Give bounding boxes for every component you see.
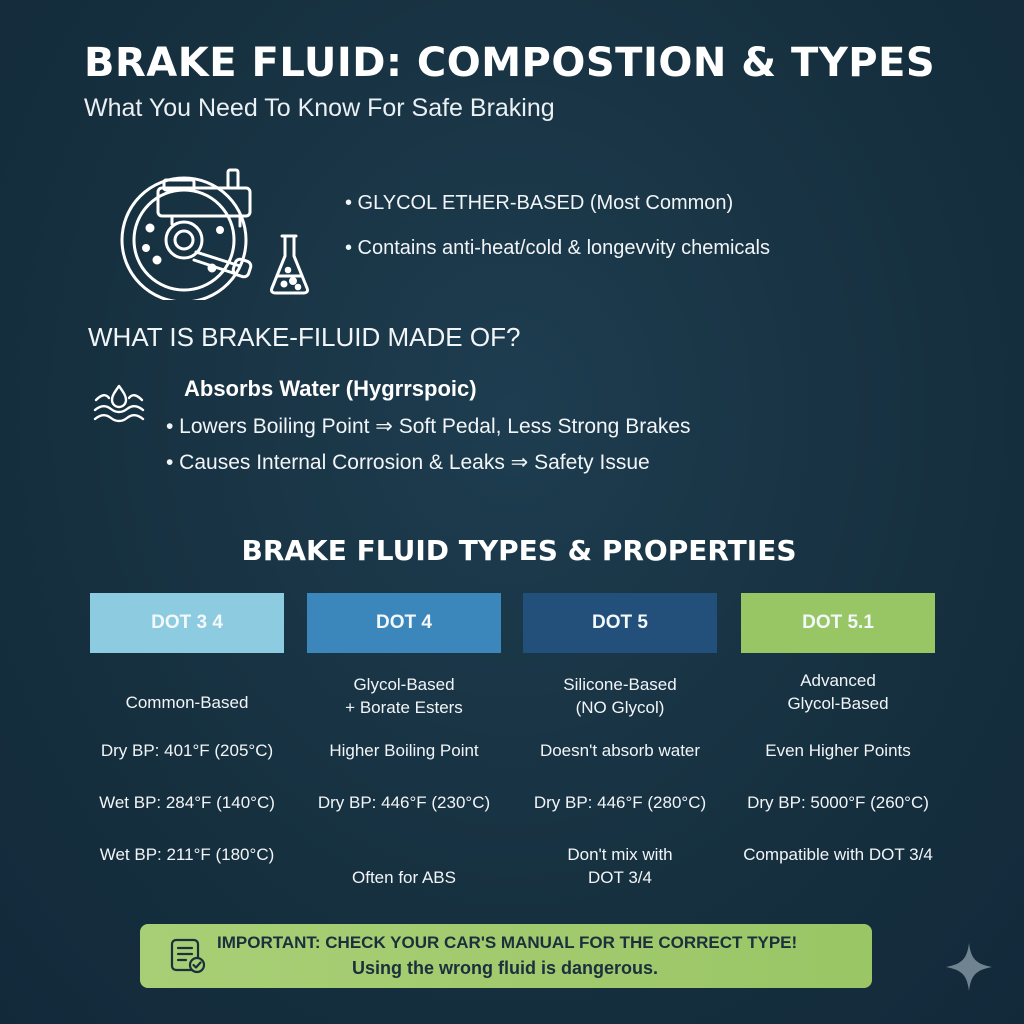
page-title: BRAKE FLUID: COMPOSTION & TYPES [84,40,936,86]
absorbs-water-heading: Absorbs Water (Hygrrspoic) [184,376,477,401]
type-column-dot-3-4 [90,593,284,923]
type-property: Often for ABS [352,868,456,887]
type-header: DOT 4 [307,593,501,653]
type-property: Doesn't absorb water [539,741,701,760]
type-base: Advanced Glycol-Based [787,671,889,713]
type-property: Don't mix with DOT 3/4 [567,845,673,887]
type-property: Wet BP: 211°F (180°C) [99,845,275,864]
manual-check-icon [168,936,208,976]
water-drop-waves-icon [92,382,146,424]
type-property: Dry BP: 446°F (280°C) [533,793,707,812]
important-heading: IMPORTANT: CHECK YOUR CAR'S MANUAL FOR THE CORRECT TYPE! [217,933,798,952]
type-header: DOT 5 [523,593,717,653]
important-warning: Using the wrong fluid is dangerous. [352,958,659,978]
type-property: Dry BP: 446°F (230°C) [317,793,491,812]
type-property: Wet BP: 284°F (140°C) [99,793,275,812]
types-heading: BRAKE FLUID TYPES & PROPERTIES [241,534,797,567]
type-header: DOT 5.1 [741,593,935,653]
type-property: Dry BP: 5000°F (260°C) [747,793,929,812]
type-base: Common-Based [125,693,249,712]
effect-item: • Causes Internal Corrosion & Leaks ⇒ Safety Issue [166,451,650,474]
composition-heading: WHAT IS BRAKE-FILUID MADE OF? [88,322,521,352]
type-column-dot-5-1 [741,593,935,923]
type-property: Higher Boiling Point [329,741,479,760]
type-property: Dry BP: 401°F (205°C) [100,741,274,760]
hero-bullet-list [345,190,770,280]
brake-caliper-and-flask-icon [112,160,327,300]
page-subtitle: What You Need To Know For Safe Braking [84,94,555,122]
effect-item: • Lowers Boiling Point ⇒ Soft Pedal, Less Strong Brakes [166,415,691,438]
important-banner [140,924,872,988]
type-property: Even Higher Points [765,741,911,760]
type-base: Silicone-Based (NO Glycol) [563,675,677,717]
type-column-dot-5 [523,593,717,923]
type-base: Glycol-Based + Borate Esters [345,675,463,717]
type-property: Compatible with DOT 3/4 [743,845,933,864]
hero-bullet: • Contains anti-heat/cold & longevvity chemicals [345,237,770,259]
type-header: DOT 3 4 [90,593,284,653]
hero-bullet: • GLYCOL ETHER-BASED (Most Common) [345,192,734,214]
effects-list [166,413,691,485]
type-column-dot-4 [307,593,501,923]
sparkle-icon [944,941,994,993]
